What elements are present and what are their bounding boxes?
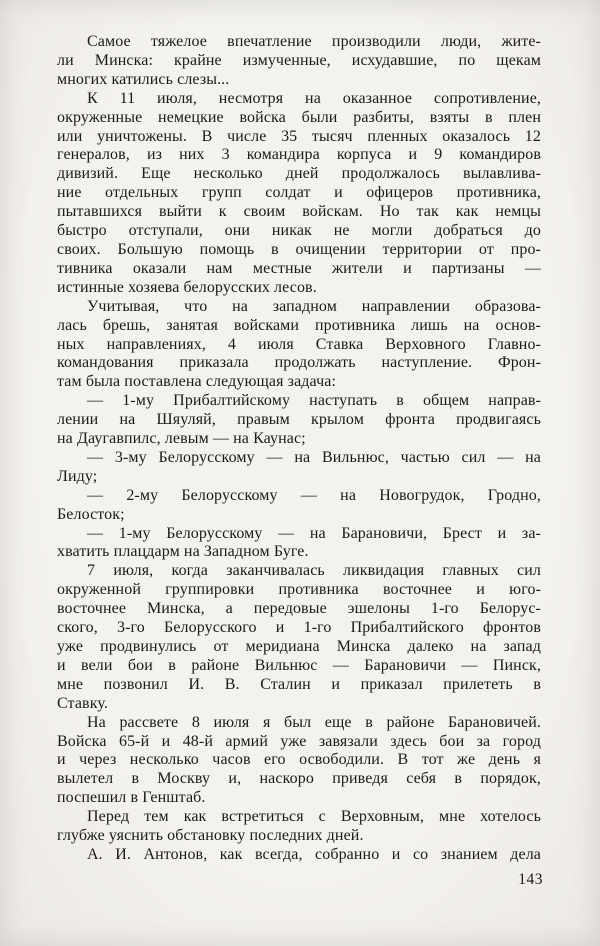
text-line: мне позвонил И. В. Сталин и приказал прилететь в bbox=[57, 675, 541, 693]
text-line: 7 июля, когда заканчивалась ликвидация главных сил bbox=[87, 562, 541, 580]
text-line: Войска 65-й и 48-й армий уже завязали здесь бои за город bbox=[57, 732, 541, 750]
text-line: Учитывая, что на западном направлении образова- bbox=[87, 297, 541, 315]
text-line: там была поставлена следующая задача: bbox=[57, 373, 337, 391]
text-line: уже продвинулись от меридиана Минска далеко на запад bbox=[57, 638, 541, 655]
text-line: На рассвете 8 июля я был еще в районе Барановичей. bbox=[87, 713, 541, 731]
text-line: или уничтожены. В числе 35 тысяч пленных оказалось 12 bbox=[57, 127, 541, 145]
text-line: А. И. Антонов, как всегда, собранно и со знанием дела bbox=[87, 845, 541, 863]
text-line: Лиду; bbox=[57, 467, 98, 485]
text-line: ние отдельных групп солдат и офицеров противника, bbox=[57, 184, 541, 202]
text-line: пытавшихся выйти к своим войскам. Но так как немцы bbox=[57, 203, 541, 221]
text-line: быстро отступали, они никак не могли добраться до bbox=[57, 222, 541, 240]
text-block bbox=[57, 33, 541, 865]
text-line: командования приказала продолжать наступление. Фрон- bbox=[57, 354, 541, 372]
text-line: лась брешь, занятая войсками противника лишь на основ- bbox=[57, 316, 541, 334]
text-line: восточнее Минска, а передовые эшелоны 1-го Белорус- bbox=[57, 600, 541, 618]
text-line: многих катились слезы... bbox=[57, 70, 230, 88]
text-line: Перед тем как встретиться с Верховным, мне хотелось bbox=[87, 808, 541, 826]
text-line: и через несколько часов его освободили. В тот же день я bbox=[57, 751, 541, 769]
text-line: генералов, из них 3 командира корпуса и 9 командиров bbox=[57, 146, 541, 164]
text-line: поспешил в Генштаб. bbox=[57, 789, 206, 807]
text-line: Белосток; bbox=[57, 505, 125, 523]
text-line: на Даугавпилс, левым — на Каунас; bbox=[57, 430, 306, 448]
text-line: Ставку. bbox=[57, 694, 108, 712]
text-line: вылетел в Москву и, наскоро приведя себя в порядок, bbox=[57, 770, 541, 788]
text-line: дивизий. Еще несколько дней продолжалось вылавлива- bbox=[57, 165, 541, 183]
text-line: — 3-му Белорусскому — на Вильнюс, частью сил — на bbox=[87, 448, 541, 466]
text-line: — 1-му Прибалтийскому наступать в общем направ- bbox=[87, 392, 541, 410]
text-line: лении на Шяуляй, правым крылом фронта продвигаясь bbox=[57, 411, 541, 429]
text-line: К 11 июля, несмотря на оказанное сопротивление, bbox=[87, 89, 541, 107]
text-line: своих. Большую помощь в очищении территории от про- bbox=[57, 240, 541, 258]
text-line: ли Минска: крайне измученные, исхудавшие, по щекам bbox=[57, 51, 541, 69]
text-line: — 1-му Белорусскому — на Барановичи, Брест и за- bbox=[87, 524, 541, 542]
page-number: 143 bbox=[518, 871, 543, 888]
text-line: хватить плацдарм на Западном Буге. bbox=[57, 543, 309, 561]
text-line: — 2-му Белорусскому — на Новогрудок, Гродно, bbox=[87, 486, 541, 504]
text-line: окруженной группировки противника восточнее и юго- bbox=[57, 581, 541, 599]
text-line: ных направлениях, 4 июля Ставка Верховного Главно- bbox=[57, 335, 541, 353]
text-line: истинные хозяева белорусских лесов. bbox=[57, 278, 317, 296]
text-line: тивника оказали нам местные жители и партизаны — bbox=[57, 259, 541, 277]
text-line: окруженные немецкие войска были разбиты, взяты в плен bbox=[57, 108, 541, 126]
text-line: и вели бои в районе Вильнюс — Барановичи — Пинск, bbox=[57, 656, 541, 674]
text-line: Самое тяжелое впечатление производили люди, жите- bbox=[87, 33, 541, 50]
text-line: ского, 3-го Белорусского и 1-го Прибалтийского фронтов bbox=[57, 619, 541, 637]
text-line: глубже уяснить обстановку последних дней. bbox=[57, 827, 364, 845]
